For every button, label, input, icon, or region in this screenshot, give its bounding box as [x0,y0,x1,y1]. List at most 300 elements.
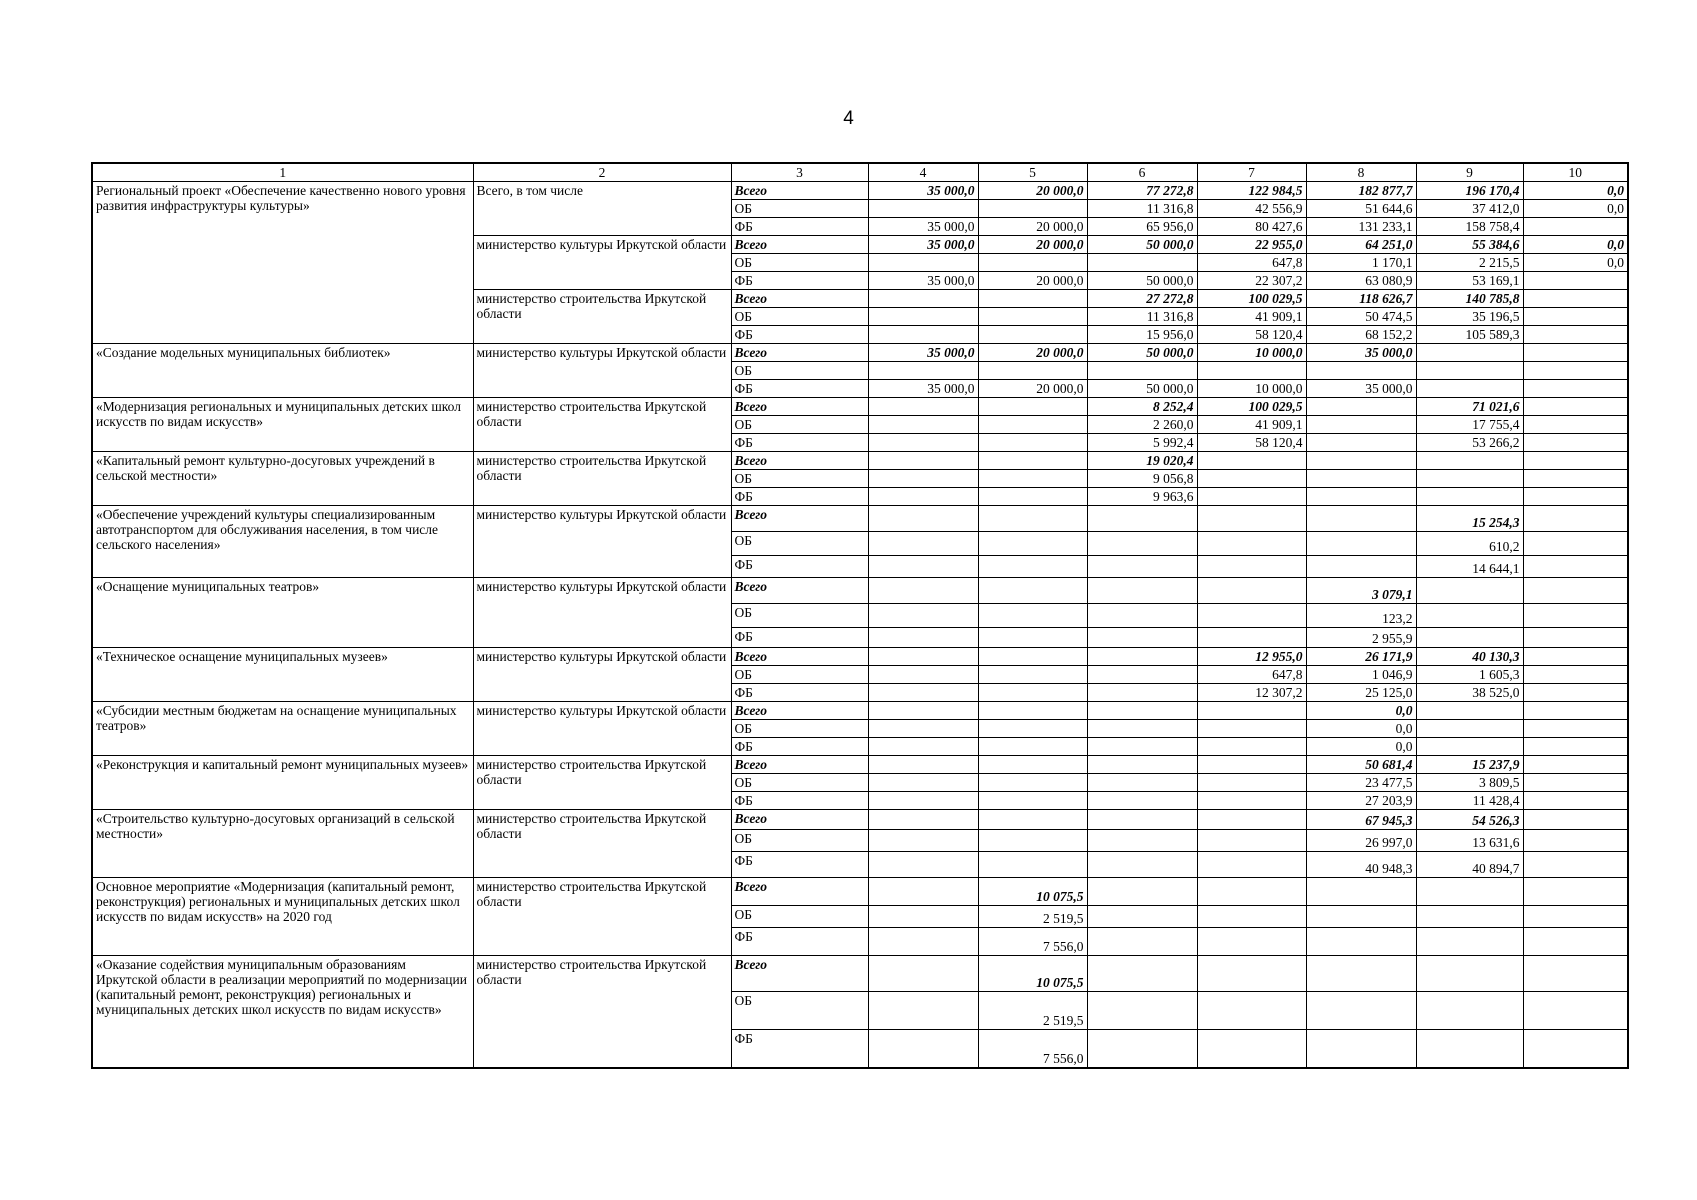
amount-cell: 122 984,5 [1197,182,1306,200]
amount-cell: 140 785,8 [1416,290,1523,308]
amount-cell [1523,628,1628,648]
amount-cell [978,398,1087,416]
activity-name: «Строительство культурно-досуговых организаций в сельской местности» [92,810,473,878]
header-cell: 2 [473,163,731,182]
header-cell: 5 [978,163,1087,182]
amount-cell [868,906,978,928]
amount-cell: 0,0 [1306,720,1416,738]
amount-cell: 2 519,5 [978,906,1087,928]
amount-cell [978,810,1087,830]
amount-cell: 17 755,4 [1416,416,1523,434]
amount-cell [978,362,1087,380]
amount-cell [1087,906,1197,928]
amount-cell: 40 130,3 [1416,648,1523,666]
header-cell: 7 [1197,163,1306,182]
amount-cell: 54 526,3 [1416,810,1523,830]
amount-cell: 7 556,0 [978,928,1087,956]
amount-cell [1416,702,1523,720]
amount-cell: 35 000,0 [868,236,978,254]
amount-cell [1197,470,1306,488]
amount-cell [1416,928,1523,956]
amount-cell [1523,684,1628,702]
amount-cell [978,604,1087,628]
table-row [92,878,1628,906]
amount-cell [1523,1030,1628,1068]
funding-source-label: ФБ [731,488,868,506]
amount-cell: 71 021,6 [1416,398,1523,416]
amount-cell [1197,532,1306,556]
amount-cell [868,756,978,774]
amount-cell [978,556,1087,578]
amount-cell: 41 909,1 [1197,308,1306,326]
activity-name: «Субсидии местным бюджетам на оснащение муниципальных театров» [92,702,473,756]
funding-source-label: Всего [731,236,868,254]
amount-cell: 11 316,8 [1087,200,1197,218]
amount-cell [868,290,978,308]
amount-cell: 51 644,6 [1306,200,1416,218]
amount-cell [868,928,978,956]
amount-cell: 50 000,0 [1087,272,1197,290]
amount-cell: 26 171,9 [1306,648,1416,666]
amount-cell [1087,254,1197,272]
amount-cell: 26 997,0 [1306,830,1416,852]
amount-cell: 158 758,4 [1416,218,1523,236]
amount-cell [868,604,978,628]
amount-cell [1197,506,1306,532]
amount-cell [1197,756,1306,774]
amount-cell: 2 260,0 [1087,416,1197,434]
amount-cell: 10 000,0 [1197,380,1306,398]
amount-cell [868,532,978,556]
amount-cell [1523,470,1628,488]
amount-cell [1306,434,1416,452]
amount-cell [1523,810,1628,830]
amount-cell: 50 000,0 [1087,380,1197,398]
amount-cell [1416,344,1523,362]
amount-cell: 58 120,4 [1197,326,1306,344]
amount-cell [1087,878,1197,906]
amount-cell [1306,362,1416,380]
amount-cell: 610,2 [1416,532,1523,556]
amount-cell [1523,756,1628,774]
amount-cell: 20 000,0 [978,380,1087,398]
amount-cell [868,254,978,272]
amount-cell [1523,956,1628,992]
amount-cell [1306,416,1416,434]
table-row [92,648,1628,666]
amount-cell: 67 945,3 [1306,810,1416,830]
header-cell: 1 [92,163,473,182]
amount-cell: 22 955,0 [1197,236,1306,254]
amount-cell: 20 000,0 [978,272,1087,290]
amount-cell: 196 170,4 [1416,182,1523,200]
amount-cell: 2 215,5 [1416,254,1523,272]
funding-source-label: ФБ [731,380,868,398]
amount-cell [868,648,978,666]
table-row [92,506,1628,532]
amount-cell [978,434,1087,452]
amount-cell [1523,416,1628,434]
amount-cell [978,452,1087,470]
amount-cell [1523,578,1628,604]
amount-cell [868,308,978,326]
funding-source-label: ОБ [731,720,868,738]
budget-table [91,162,1629,1069]
amount-cell [1087,756,1197,774]
executor-name: министерство культуры Иркутской области [473,578,731,648]
amount-cell [1416,738,1523,756]
amount-cell [1306,956,1416,992]
amount-cell [978,416,1087,434]
amount-cell [1523,326,1628,344]
amount-cell [868,666,978,684]
amount-cell: 23 477,5 [1306,774,1416,792]
amount-cell [1197,792,1306,810]
amount-cell: 10 075,5 [978,956,1087,992]
amount-cell [868,434,978,452]
funding-source-label: ОБ [731,416,868,434]
amount-cell: 50 000,0 [1087,236,1197,254]
table-row [92,578,1628,604]
funding-source-label: ОБ [731,470,868,488]
amount-cell [1197,720,1306,738]
activity-name: «Реконструкция и капитальный ремонт муниципальных музеев» [92,756,473,810]
amount-cell: 27 203,9 [1306,792,1416,810]
amount-cell: 77 272,8 [1087,182,1197,200]
amount-cell [1416,906,1523,928]
amount-cell: 9 056,8 [1087,470,1197,488]
funding-source-label: Всего [731,956,868,992]
funding-source-label: Всего [731,182,868,200]
funding-source-label: Всего [731,810,868,830]
funding-source-label: Всего [731,398,868,416]
amount-cell [868,200,978,218]
amount-cell [1197,604,1306,628]
amount-cell [1197,578,1306,604]
amount-cell: 35 000,0 [868,218,978,236]
activity-name: «Обеспечение учреждений культуры специализированным автотранспортом для обслуживания населения, в том числе сельского населения» [92,506,473,578]
amount-cell [1087,666,1197,684]
amount-cell [1523,792,1628,810]
amount-cell [978,738,1087,756]
funding-source-label: ФБ [731,218,868,236]
amount-cell: 20 000,0 [978,218,1087,236]
amount-cell [1087,506,1197,532]
amount-cell [1523,878,1628,906]
amount-cell: 53 266,2 [1416,434,1523,452]
table-row [92,182,1628,200]
amount-cell [978,666,1087,684]
amount-cell [1197,1030,1306,1068]
amount-cell [1416,628,1523,648]
amount-cell [978,532,1087,556]
amount-cell: 2 955,9 [1306,628,1416,648]
amount-cell: 11 316,8 [1087,308,1197,326]
amount-cell: 58 120,4 [1197,434,1306,452]
amount-cell: 123,2 [1306,604,1416,628]
amount-cell [1523,488,1628,506]
amount-cell [1197,992,1306,1030]
amount-cell [978,774,1087,792]
amount-cell [1523,992,1628,1030]
activity-name: «Модернизация региональных и муниципальных детских школ искусств по видам искусств» [92,398,473,452]
funding-source-label: ОБ [731,830,868,852]
amount-cell [1523,506,1628,532]
amount-cell [1087,852,1197,878]
executor-name: министерство культуры Иркутской области [473,702,731,756]
amount-cell [868,852,978,878]
amount-cell [1197,878,1306,906]
amount-cell: 100 029,5 [1197,290,1306,308]
amount-cell [1197,738,1306,756]
table-row [92,702,1628,720]
amount-cell [868,362,978,380]
amount-cell [1523,666,1628,684]
funding-source-label: ФБ [731,738,868,756]
amount-cell: 12 307,2 [1197,684,1306,702]
amount-cell [868,830,978,852]
amount-cell [1523,738,1628,756]
amount-cell [1306,488,1416,506]
amount-cell [868,878,978,906]
amount-cell [1087,702,1197,720]
amount-cell [1416,380,1523,398]
amount-cell: 41 909,1 [1197,416,1306,434]
header-cell: 9 [1416,163,1523,182]
amount-cell: 9 963,6 [1087,488,1197,506]
amount-cell [1523,272,1628,290]
funding-source-label: ФБ [731,928,868,956]
amount-cell [1306,1030,1416,1068]
amount-cell: 15 237,9 [1416,756,1523,774]
amount-cell: 35 000,0 [1306,344,1416,362]
amount-cell [868,470,978,488]
amount-cell [1087,648,1197,666]
amount-cell [1416,362,1523,380]
table-row [92,810,1628,830]
funding-source-label: Всего [731,344,868,362]
amount-cell: 3 079,1 [1306,578,1416,604]
amount-cell [978,756,1087,774]
amount-cell [978,684,1087,702]
funding-source-label: Всего [731,578,868,604]
amount-cell [1523,702,1628,720]
amount-cell: 0,0 [1523,182,1628,200]
amount-cell: 64 251,0 [1306,236,1416,254]
activity-name: «Капитальный ремонт культурно-досуговых учреждений в сельской местности» [92,452,473,506]
funding-source-label: ФБ [731,272,868,290]
amount-cell: 0,0 [1523,236,1628,254]
amount-cell [1087,532,1197,556]
amount-cell [1306,928,1416,956]
amount-cell [1523,556,1628,578]
amount-cell: 12 955,0 [1197,648,1306,666]
amount-cell: 100 029,5 [1197,398,1306,416]
amount-cell [1523,648,1628,666]
amount-cell: 55 384,6 [1416,236,1523,254]
amount-cell: 50 000,0 [1087,344,1197,362]
amount-cell [1087,928,1197,956]
funding-source-label: ФБ [731,684,868,702]
amount-cell [978,830,1087,852]
amount-cell: 42 556,9 [1197,200,1306,218]
amount-cell [868,1030,978,1068]
amount-cell: 50 681,4 [1306,756,1416,774]
amount-cell [1523,720,1628,738]
executor-name: министерство строительства Иркутской области [473,290,731,344]
amount-cell [868,792,978,810]
funding-source-label: Всего [731,648,868,666]
amount-cell: 3 809,5 [1416,774,1523,792]
amount-cell: 35 000,0 [868,344,978,362]
amount-cell: 647,8 [1197,254,1306,272]
amount-cell [868,556,978,578]
amount-cell [1416,452,1523,470]
amount-cell: 20 000,0 [978,182,1087,200]
amount-cell [1087,792,1197,810]
funding-source-label: Всего [731,756,868,774]
amount-cell: 40 894,7 [1416,852,1523,878]
amount-cell [868,810,978,830]
table-row [92,452,1628,470]
table-row [92,956,1628,992]
amount-cell [978,720,1087,738]
amount-cell: 35 196,5 [1416,308,1523,326]
funding-source-label: ОБ [731,906,868,928]
amount-cell [1523,604,1628,628]
table-row [92,756,1628,774]
amount-cell: 50 474,5 [1306,308,1416,326]
amount-cell [978,470,1087,488]
amount-cell [868,416,978,434]
amount-cell [1197,556,1306,578]
funding-source-label: ФБ [731,556,868,578]
amount-cell [1197,452,1306,470]
executor-name: министерство строительства Иркутской области [473,956,731,1068]
executor-name: министерство культуры Иркутской области [473,506,731,578]
amount-cell: 27 272,8 [1087,290,1197,308]
amount-cell [1306,532,1416,556]
amount-cell [1523,344,1628,362]
funding-source-label: ФБ [731,326,868,344]
funding-source-label: ОБ [731,774,868,792]
amount-cell [868,578,978,604]
funding-source-label: Всего [731,506,868,532]
amount-cell [978,290,1087,308]
amount-cell [978,254,1087,272]
amount-cell: 65 956,0 [1087,218,1197,236]
amount-cell [1087,578,1197,604]
amount-cell: 0,0 [1306,738,1416,756]
amount-cell [1306,452,1416,470]
amount-cell [1523,398,1628,416]
amount-cell [1087,992,1197,1030]
amount-cell [1416,488,1523,506]
amount-cell [1197,830,1306,852]
amount-cell [1523,362,1628,380]
amount-cell [978,852,1087,878]
amount-cell [868,702,978,720]
amount-cell [1087,956,1197,992]
header-cell: 6 [1087,163,1197,182]
amount-cell [1416,578,1523,604]
amount-cell: 35 000,0 [868,380,978,398]
funding-source-label: ОБ [731,992,868,1030]
executor-name: министерство культуры Иркутской области [473,648,731,702]
funding-source-label: ФБ [731,792,868,810]
executor-name: министерство строительства Иркутской области [473,810,731,878]
amount-cell: 53 169,1 [1416,272,1523,290]
amount-cell [978,506,1087,532]
amount-cell [868,488,978,506]
activity-name: «Техническое оснащение муниципальных музеев» [92,648,473,702]
amount-cell: 40 948,3 [1306,852,1416,878]
amount-cell: 80 427,6 [1197,218,1306,236]
amount-cell [868,774,978,792]
amount-cell [868,628,978,648]
amount-cell [1306,992,1416,1030]
funding-source-label: ОБ [731,308,868,326]
amount-cell [1523,852,1628,878]
amount-cell: 38 525,0 [1416,684,1523,702]
executor-name: министерство строительства Иркутской области [473,878,731,956]
amount-cell [1416,1030,1523,1068]
amount-cell: 10 075,5 [978,878,1087,906]
amount-cell: 20 000,0 [978,344,1087,362]
amount-cell [1087,628,1197,648]
amount-cell [978,326,1087,344]
activity-name: «Создание модельных муниципальных библиотек» [92,344,473,398]
amount-cell [978,792,1087,810]
funding-source-label: ОБ [731,532,868,556]
funding-source-label: ФБ [731,1030,868,1068]
amount-cell [1416,720,1523,738]
amount-cell [1523,452,1628,470]
amount-cell: 0,0 [1523,200,1628,218]
amount-cell: 8 252,4 [1087,398,1197,416]
amount-cell [1087,684,1197,702]
amount-cell [1523,380,1628,398]
amount-cell: 0,0 [1523,254,1628,272]
amount-cell [1416,470,1523,488]
header-row [92,163,1628,182]
amount-cell [978,648,1087,666]
amount-cell [1306,506,1416,532]
amount-cell: 15 254,3 [1416,506,1523,532]
amount-cell [1087,830,1197,852]
amount-cell: 105 589,3 [1416,326,1523,344]
amount-cell [978,578,1087,604]
amount-cell: 182 877,7 [1306,182,1416,200]
amount-cell [868,452,978,470]
funding-source-label: ОБ [731,666,868,684]
amount-cell: 19 020,4 [1087,452,1197,470]
amount-cell [1523,928,1628,956]
amount-cell [1197,810,1306,830]
activity-name: Основное мероприятие «Модернизация (капитальный ремонт, реконструкция) региональных и муниципальных детских школ искусств по видам искусств» на 2020 год [92,878,473,956]
amount-cell [1523,532,1628,556]
amount-cell [1087,720,1197,738]
amount-cell [1416,956,1523,992]
amount-cell [1523,290,1628,308]
amount-cell: 5 992,4 [1087,434,1197,452]
page-number: 4 [843,108,854,129]
amount-cell [868,720,978,738]
amount-cell [978,488,1087,506]
amount-cell: 11 428,4 [1416,792,1523,810]
header-cell: 8 [1306,163,1416,182]
amount-cell [1416,604,1523,628]
